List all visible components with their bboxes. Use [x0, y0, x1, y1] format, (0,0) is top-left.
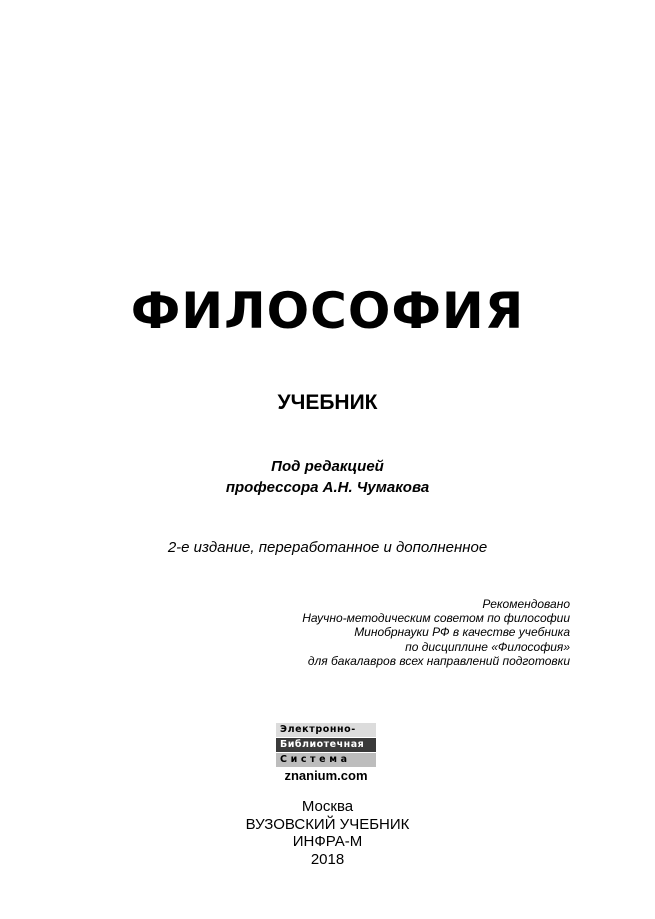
recommendation-line: Рекомендовано [482, 597, 570, 611]
logo-band-library: Библиотечная [276, 738, 376, 752]
imprint-block [0, 798, 655, 868]
recommendation-line: Научно-методическим советом по философии [302, 611, 570, 626]
logo-url: znanium.com [284, 768, 368, 783]
editor-block [0, 456, 655, 498]
recommendation-line: Минобрнауки РФ в качестве учебника [354, 625, 570, 640]
edition-note: 2-е издание, переработанное и дополненное [167, 539, 488, 556]
book-title: ФИЛОСОФИЯ [130, 282, 525, 340]
editor-line-1: Под редакцией [271, 458, 384, 475]
imprint-series: ВУЗОВСКИЙ УЧЕБНИК [245, 815, 410, 833]
imprint-year: 2018 [310, 850, 345, 868]
imprint-city: Москва [301, 798, 354, 815]
logo-band-electronic: Электронно- [276, 723, 376, 737]
imprint-publisher: ИНФРА-М [292, 833, 363, 850]
book-subtitle: УЧЕБНИК [277, 391, 378, 414]
recommendation-line: для бакалавров всех направлений подготовки [307, 653, 570, 668]
recommendation-block [302, 597, 570, 668]
editor-line-2: профессора А.Н. Чумакова [225, 479, 430, 496]
recommendation-line: по дисциплине «Философия» [405, 639, 570, 654]
logo-band-system: Система [276, 753, 376, 767]
ebs-logo [276, 723, 376, 784]
